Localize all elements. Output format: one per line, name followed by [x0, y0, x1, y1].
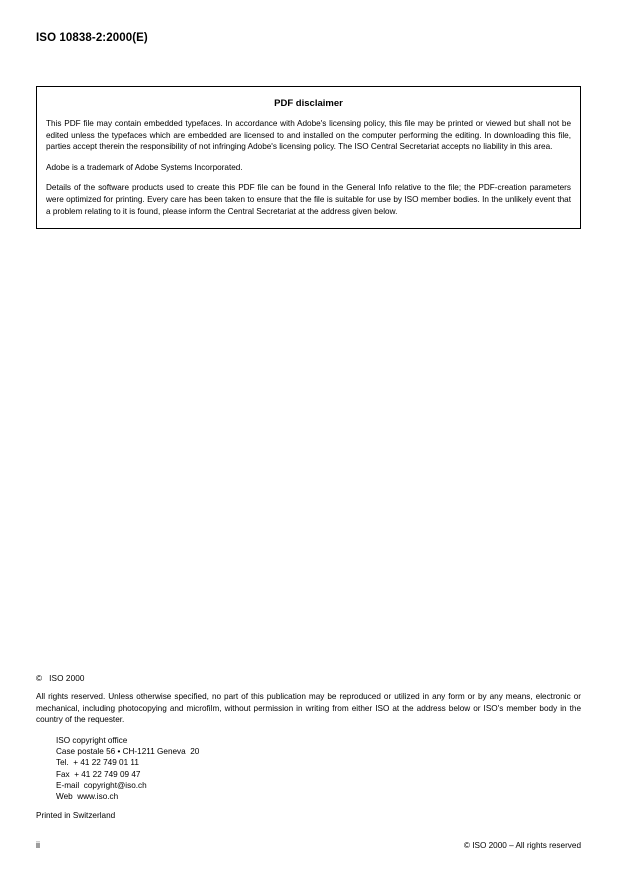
pdf-disclaimer-paragraph: Adobe is a trademark of Adobe Systems Incorporated.: [46, 162, 243, 172]
pdf-disclaimer-paragraph: Details of the software products used to create this PDF file can be found in the General Info relative to the file; the PDF-creation parameters were optimized for printing. Every care has been taken to ensure that the file is suitable for use by ISO member bodies. In the unlikely event that a problem relating to it is found, please inform the Central Secretariat at the address given below.: [46, 183, 571, 216]
copyright-owner-line: [36, 674, 581, 683]
copyright-owner-year: ISO 2000: [49, 674, 85, 683]
pdf-disclaimer-box: [36, 86, 581, 229]
copyright-symbol: ©: [36, 674, 43, 683]
address-line-telephone: Tel. + 41 22 749 01 11: [56, 758, 139, 768]
pdf-disclaimer-paragraph: This PDF file may contain embedded typefaces. In accordance with Adobe's licensing policy, this file may be printed or viewed but shall not be edited unless the typefaces which are embedded are licensed to and installed on the computer performing the editing. In downloading this file, parties accept therein the responsibility of not infringing Adobe's licensing policy. The ISO Central Secretariat accepts no liability in this area.: [46, 119, 571, 152]
page-footer: [36, 840, 581, 850]
copyright-rights-statement: All rights reserved. Unless otherwise specified, no part of this publication may be reproduced or utilized in any form or by any means, electronic or mechanical, including photocopying and microfilm, without permission in writing from either ISO at the address below or ISO's member body in the country of the requester.: [36, 692, 581, 725]
printed-in-line: Printed in Switzerland: [36, 810, 116, 820]
footer-page-number: ii: [36, 840, 40, 850]
address-line-fax: Fax + 41 22 749 09 47: [56, 769, 141, 779]
footer-rights-notice: © ISO 2000 – All rights reserved: [463, 841, 581, 850]
iso-copyright-address: [56, 735, 581, 803]
pdf-disclaimer-title: PDF disclaimer: [274, 98, 343, 109]
document-header-reference: ISO 10838-2:2000(E): [36, 32, 148, 44]
address-line-office: ISO copyright office: [56, 735, 128, 745]
address-line-postal: Case postale 56 • CH-1211 Geneva 20: [56, 747, 200, 757]
copyright-block: [36, 674, 581, 820]
address-line-web: Web www.iso.ch: [56, 792, 119, 802]
address-line-email: E-mail copyright@iso.ch: [56, 780, 147, 790]
